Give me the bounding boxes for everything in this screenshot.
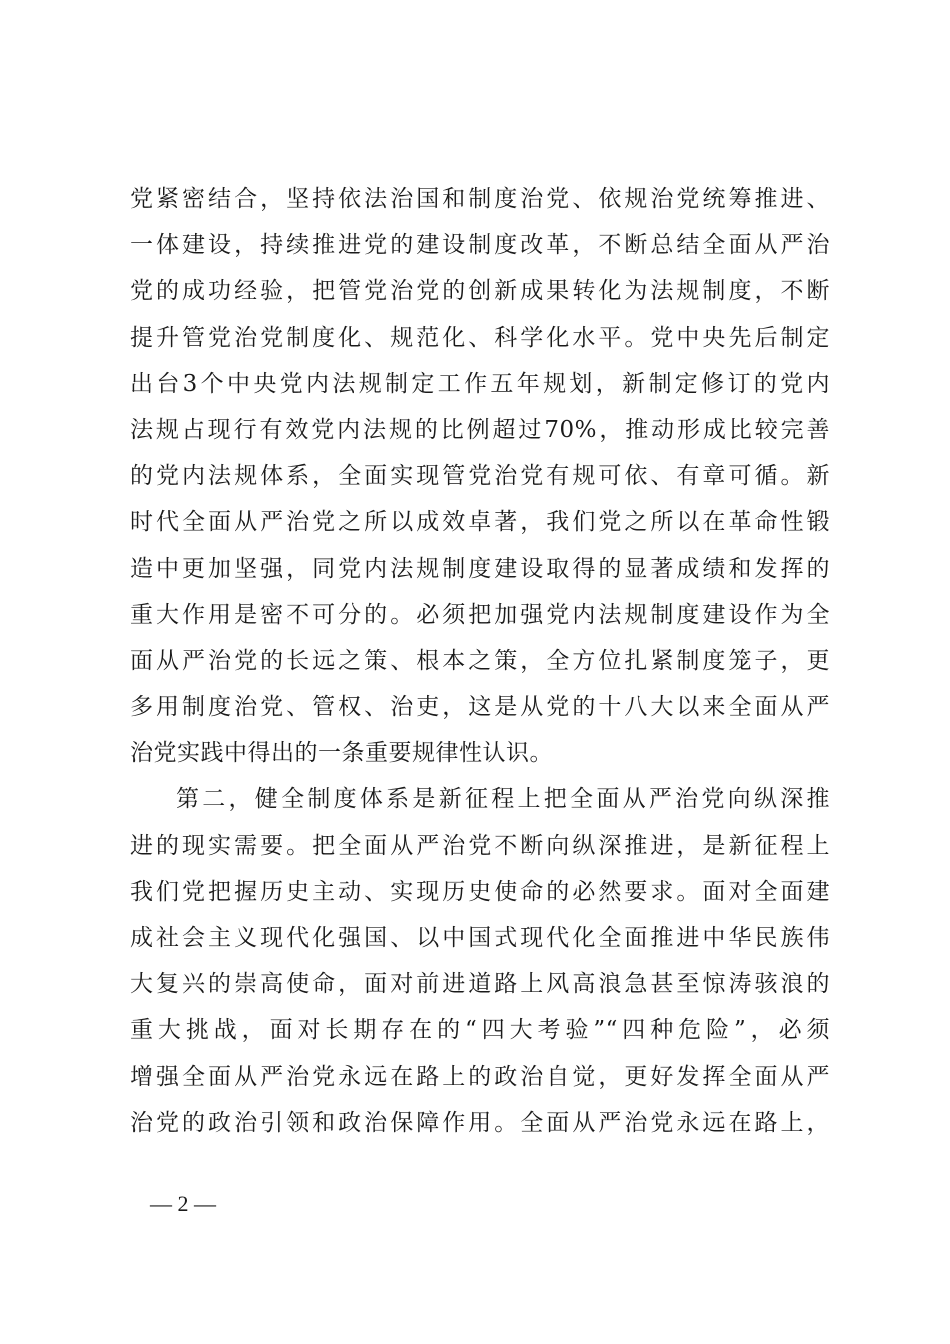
- text-line-3: 党的成功经验，把管党治党的创新成果转化为法规制度，不断: [130, 278, 830, 305]
- text-line-17: 成社会主义现代化强国、以中国式现代化全面推进中华民族伟: [130, 925, 830, 951]
- text-line-21: 治党的政治引领和政治保障作用。全面从严治党永远在路上，: [130, 1109, 830, 1136]
- text-line-9: 造中更加坚强，同党内法规制度建设取得的显著成绩和发挥的: [130, 555, 830, 582]
- text-line-13: 治党实践中得出的一条重要规律性认识。: [130, 740, 553, 767]
- text-line-10: 重大作用是密不可分的。必须把加强党内法规制度建设作为全: [130, 601, 830, 628]
- text-line-18: 大复兴的崇高使命，面对前进道路上风高浪急甚至惊涛骇浪的: [130, 971, 830, 998]
- text-line-4: 提升管党治党制度化、规范化、科学化水平。党中央先后制定: [130, 324, 830, 351]
- text-line-1: 党紧密结合，坚持依法治国和制度治党、依规治党统筹推进、: [130, 186, 830, 212]
- text-line-12: 多用制度治党、管权、治吏，这是从党的十八大以来全面从严: [130, 694, 830, 721]
- page-number: — 2 —: [150, 1191, 216, 1216]
- text-line-16: 我们党把握历史主动、实现历史使命的必然要求。面对全面建: [130, 878, 830, 905]
- text-line-14: 第二，健全制度体系是新征程上把全面从严治党向纵深推: [176, 786, 830, 813]
- text-line-8: 时代全面从严治党之所以成效卓著，我们党之所以在革命性锻: [130, 509, 830, 536]
- body-text: [130, 176, 830, 1146]
- text-line-15: 进的现实需要。把全面从严治党不断向纵深推进，是新征程上: [130, 832, 830, 859]
- text-line-7: 的党内法规体系，全面实现管党治党有规可依、有章可循。新: [130, 463, 830, 490]
- text-line-20: 增强全面从严治党永远在路上的政治自觉，更好发挥全面从严: [130, 1063, 830, 1090]
- text-line-5: 出台3个中央党内法规制定工作五年规划，新制定修订的党内: [130, 370, 830, 397]
- text-line-19: 重大挑战，面对长期存在的“四大考验”“四种危险”，必须: [130, 1017, 830, 1044]
- text-line-6: 法规占现行有效党内法规的比例超过70%，推动形成比较完善: [130, 416, 830, 443]
- text-line-11: 面从严治党的长远之策、根本之策，全方位扎紧制度笼子，更: [130, 647, 830, 674]
- text-line-2: 一体建设，持续推进党的建设制度改革，不断总结全面从严治: [130, 232, 830, 259]
